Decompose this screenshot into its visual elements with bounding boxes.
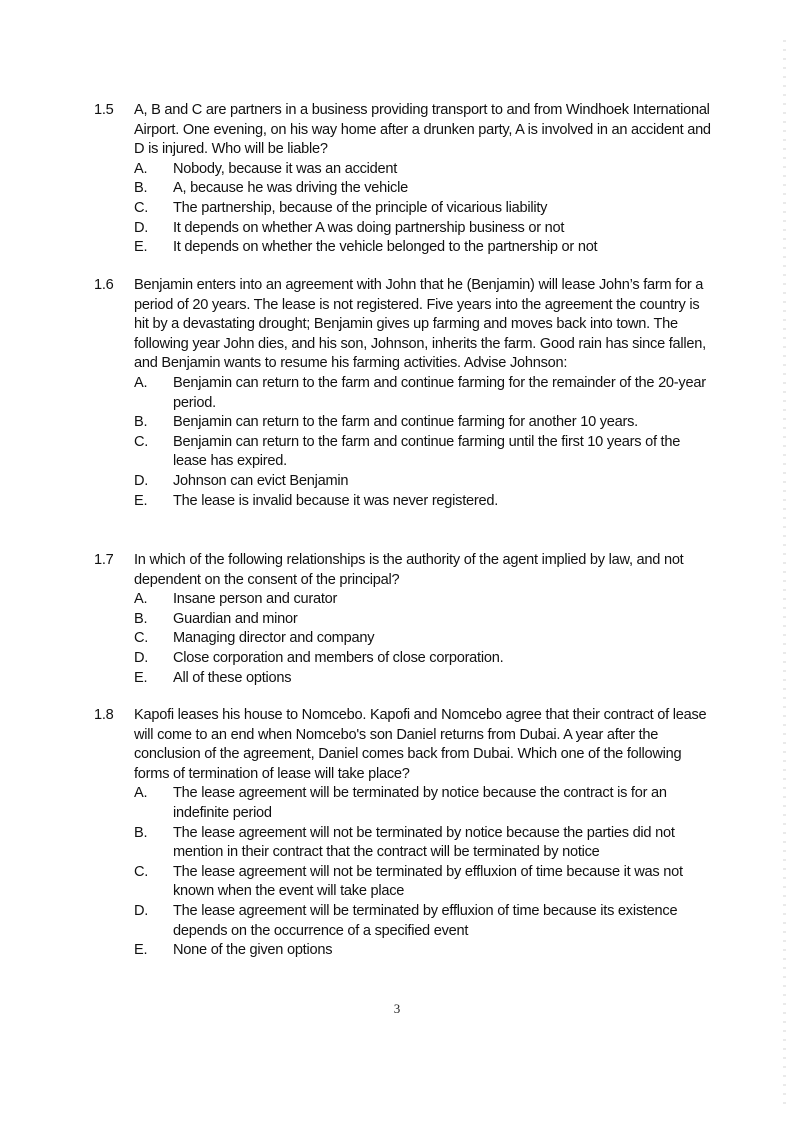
question-1-6 xyxy=(94,276,714,511)
option-text: Close corporation and members of close corporation. xyxy=(173,649,504,666)
page-number: 3 xyxy=(393,1001,401,1016)
option-c xyxy=(134,629,714,649)
option-letter: C. xyxy=(134,433,149,450)
option-text: Managing director and company xyxy=(173,630,375,647)
question-text: Kapofi leases his house to Nomcebo. Kapofi and Nomcebo agree that their contract of lease will come to an end when Nomcebo's son Daniel returns from Dubai. A year after the conclusion of the agreement, Daniel comes back from Dubai. Which one of the following forms of termination of lease will take place? xyxy=(134,707,707,782)
question-text: A, B and C are partners in a business providing transport to and from Windhoek International Airport. One evening, on his way home after a drunken party, A is involved in an accident and D is injured. Who will be liable? xyxy=(134,102,711,158)
option-b xyxy=(134,824,714,863)
question-number: 1.6 xyxy=(94,277,114,293)
option-text: Benjamin can return to the farm and continue farming for the remainder of the 20-year period. xyxy=(173,374,706,411)
option-text: It depends on whether the vehicle belonged to the partnership or not xyxy=(173,239,598,256)
option-text: The lease agreement will be terminated by notice because the contract is for an indefinite period xyxy=(173,785,667,821)
option-letter: B. xyxy=(134,180,148,197)
option-e xyxy=(134,492,714,512)
option-text: None of the given options xyxy=(173,942,333,959)
option-text: Johnson can evict Benjamin xyxy=(173,472,349,489)
question-1-5 xyxy=(94,101,714,258)
option-letter: D. xyxy=(134,219,149,236)
option-letter: E. xyxy=(134,492,148,509)
option-a xyxy=(134,590,714,610)
question-number: 1.8 xyxy=(94,707,114,723)
option-d xyxy=(134,219,714,239)
option-letter: C. xyxy=(134,863,149,880)
option-d xyxy=(134,649,714,669)
question-number: 1.5 xyxy=(94,102,114,118)
option-letter: A. xyxy=(134,160,148,177)
option-text: The partnership, because of the principle of vicarious liability xyxy=(173,199,548,216)
option-text: A, because he was driving the vehicle xyxy=(173,180,408,197)
question-1-8 xyxy=(94,706,714,961)
option-letter: D. xyxy=(134,472,149,489)
option-e xyxy=(134,238,714,258)
option-text: The lease agreement will not be terminated by effluxion of time because it was not known when the event will take place xyxy=(173,863,683,900)
option-c xyxy=(134,433,714,472)
option-b xyxy=(134,413,714,433)
option-a xyxy=(134,784,714,823)
options-list xyxy=(134,160,714,258)
question-1-7 xyxy=(94,551,714,688)
option-text: Benjamin can return to the farm and continue farming until the first 10 years of the lease has expired. xyxy=(173,433,681,470)
option-text: All of these options xyxy=(173,669,292,686)
option-text: It depends on whether A was doing partnership business or not xyxy=(173,219,565,236)
options-list xyxy=(134,374,714,511)
scan-artifact-edge xyxy=(783,40,786,1110)
option-letter: B. xyxy=(134,414,148,431)
option-text: The lease agreement will not be terminated by notice because the parties did not mention in their contract that the contract will be terminated by notice xyxy=(173,824,675,861)
option-a xyxy=(134,160,714,180)
option-text: Guardian and minor xyxy=(173,610,298,627)
option-letter: B. xyxy=(134,824,148,841)
option-letter: A. xyxy=(134,374,148,391)
option-text: The lease agreement will be terminated by effluxion of time because its existence depends on the occurrence of a specified event xyxy=(173,902,678,939)
options-list xyxy=(134,784,714,960)
option-letter: C. xyxy=(134,199,149,216)
option-letter: B. xyxy=(134,610,148,627)
option-letter: D. xyxy=(134,649,149,666)
option-letter: E. xyxy=(134,942,148,959)
option-e xyxy=(134,941,714,961)
option-text: The lease is invalid because it was never registered. xyxy=(173,492,499,509)
option-d xyxy=(134,472,714,492)
question-number: 1.7 xyxy=(94,552,114,568)
option-letter: A. xyxy=(134,785,148,802)
option-c xyxy=(134,199,714,219)
question-text: Benjamin enters into an agreement with John that he (Benjamin) will lease John’s farm for a period of 20 years. The lease is not registered. Five years into the agreement the country is hit by a devastating drought; Benjamin gives up farming and moves back into town. The following year John dies, and his son, Johnson, inherits the farm. Good rain has since fallen, and Benjamin wants to resume his farming activities. Advise Johnson: xyxy=(134,277,706,372)
option-letter: E. xyxy=(134,669,148,686)
option-text: Benjamin can return to the farm and continue farming for another 10 years. xyxy=(173,414,638,431)
option-text: Nobody, because it was an accident xyxy=(173,160,398,177)
option-letter: C. xyxy=(134,630,149,647)
option-b xyxy=(134,610,714,630)
option-b xyxy=(134,179,714,199)
option-c xyxy=(134,863,714,902)
option-letter: A. xyxy=(134,591,148,608)
option-letter: E. xyxy=(134,239,148,256)
option-d xyxy=(134,902,714,941)
option-text: Insane person and curator xyxy=(173,591,338,608)
option-a xyxy=(134,374,714,413)
question-text: In which of the following relationships is the authority of the agent implied by law, and not dependent on the consent of the principal? xyxy=(134,552,684,588)
option-e xyxy=(134,669,714,689)
option-letter: D. xyxy=(134,902,149,919)
options-list xyxy=(134,590,714,688)
